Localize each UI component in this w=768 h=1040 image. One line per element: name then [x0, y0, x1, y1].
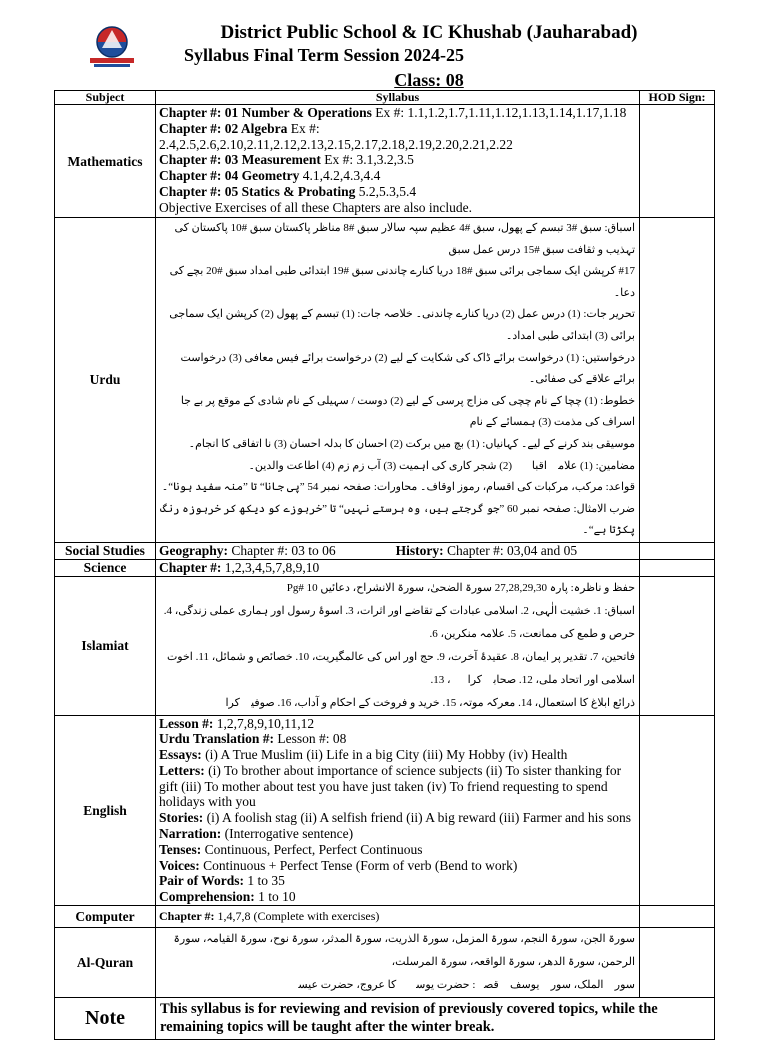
row-note: [55, 998, 715, 1040]
math-ch5-title: Chapter #: 05 Statics & Probating: [159, 183, 356, 199]
syllabus-title: Syllabus Final Term Session 2024-25: [183, 45, 465, 65]
math-ch2-title: Chapter #: 02 Algebra: [159, 120, 288, 136]
math-ch1-title: Chapter #: 01 Number & Operations: [159, 105, 372, 120]
urdu-line: قواعد: مرکب، مرکبات کی اقسام، رموز اوقاف۔ محاورات: صفحہ نمبر 54 ”پی جانا“ تا ”منہ سفید ہونا“۔: [161, 481, 635, 494]
english-tenses-label: Tenses:: [159, 841, 202, 857]
urdu-line: ضرب الامثال: صفحہ نمبر 60 ”جو گرجتے ہیں، وہ برستے نہیں“ تا ”خربوزے کو دیکھ کر خربوزہ رنگ پکڑتا ہے“۔: [160, 502, 635, 537]
subject-mathematics: Mathematics: [55, 105, 156, 218]
row-social-studies: [55, 542, 715, 559]
row-al-quran: [55, 928, 715, 998]
history-label: History:: [395, 542, 444, 558]
social-syllabus: [156, 542, 640, 559]
science-syllabus: [156, 559, 640, 576]
quran-line: سورۃ الملک، سورۃ یوسف۔ قصہ: حضرت یوسفؑ کا عروج، حضرت عیسیٰؑ: [272, 979, 635, 992]
col-hod-sign: HOD Sign:: [640, 91, 715, 105]
table-header-row: [55, 91, 715, 105]
row-english: [55, 715, 715, 906]
english-letters-label: Letters:: [159, 762, 205, 778]
english-voices-value: Continuous + Perfect Tense (Form of verb (Bend to work): [199, 857, 518, 873]
english-translation-value: Lesson #: 08: [274, 731, 347, 747]
row-computer: [55, 906, 715, 928]
school-name: District Public School & IC Khushab (Jauharabad): [220, 22, 638, 43]
urdu-line: اسباق: سبق #3 تبسم کے پھول، سبق #4 عظیم سپہ سالار سبق #8 مناظر پاکستان سبق #10 پاکستان کی تہذیب و ثقافت سبق #15 درس عمل سبق: [174, 222, 635, 256]
hod-sign-cell: [640, 218, 715, 543]
urdu-line: درخواستیں: (1) درخواست برائے ڈاک کی شکایت کے لیے (2) درخواست برائے فیس معافی (3) درخواست برائے علاقے کی صفائی۔: [180, 351, 635, 386]
urdu-line: خطوط: (1) چچا کے نام چچی کی مزاج پرسی کے لیے (2) دوست / سہیلی کے نام شادی کے موقع پر بے جا اسراف کی مذمت (3) ہمسائے کے نام: [180, 394, 635, 429]
hod-sign-cell: [640, 715, 715, 906]
islamiat-syllabus: [156, 576, 640, 715]
hod-sign-cell: [640, 928, 715, 998]
syllabus-table: [54, 90, 715, 1040]
urdu-line: تحریر جات: (1) درس عمل (2) دریا کنارے چاندنی۔ خلاصہ جات: (1) تبسم کے پھول (2) کرپشن ایک سماجی برائی (3) ابتدائی طبی امداد۔: [169, 308, 635, 342]
english-letters-value: (i) To brother about importance of science subjects (ii) To sister thanking for gift (iii) To mother about test you have just taken (iv) To friend requesting to spend holidays with you: [159, 762, 622, 810]
math-syllabus: [156, 105, 640, 218]
islamiat-line: ذرائع ابلاغ کا استعمال، 14. معرکہ موتہ، 15. خرید و فروخت کے احکام و آداب، 16. صوفیہ کرامؒ: [208, 696, 635, 709]
subject-urdu: Urdu: [55, 218, 156, 543]
subject-social-studies: Social Studies: [55, 542, 156, 559]
note-text: This syllabus is for reviewing and revision of previously covered topics, while the remaining topics will be taught after the winter break.: [156, 998, 715, 1040]
urdu-line: مضامین: (1) علامہ اقبالؒ (2) شجر کاری کی اہمیت (3) آب زم زم (4) اطاعت والدین۔: [248, 459, 635, 472]
note-label: Note: [55, 998, 156, 1040]
english-lesson-value: 1,2,7,8,9,10,11,12: [213, 715, 315, 731]
row-science: [55, 559, 715, 576]
row-urdu: [55, 218, 715, 543]
math-ch5-ex: 5.2,5.3,5.4: [355, 183, 417, 199]
row-mathematics: [55, 105, 715, 218]
subject-science: Science: [55, 559, 156, 576]
science-label: Chapter #:: [159, 559, 222, 575]
subject-islamiat: Islamiat: [55, 576, 156, 715]
urdu-line: #17 کرپشن ایک سماجی برائی سبق #18 دریا کنارے چاندنی سبق #19 ابتدائی طبی امداد سبق #20 بچے کی دعا۔: [169, 265, 635, 299]
english-lesson-label: Lesson #:: [159, 715, 214, 731]
history-value: Chapter #: 03,04 and 05: [443, 542, 578, 558]
row-islamiat: [55, 576, 715, 715]
islamiat-line: اسباق: 1. خشیت الٰہی، 2. اسلامی عبادات کے تقاضے اور اثرات، 3. اسوۂ رسول اور ہماری عملی زندگی، 4. حرص و طمع کی ممانعت، 5. علامہ منکرین، 6.: [163, 604, 635, 640]
english-essays-label: Essays:: [159, 747, 202, 763]
english-narration-value: (Interrogative sentence): [221, 826, 354, 842]
english-comprehension-label: Comprehension:: [159, 889, 255, 905]
urdu-syllabus: [156, 218, 640, 543]
english-comprehension-value: 1 to 10: [254, 889, 296, 905]
hod-sign-cell: [640, 576, 715, 715]
math-ch1-ex: Ex #: 1.1,1.2,1.7,1.11,1.12,1.13,1.14,1.17,1.18: [371, 105, 627, 120]
english-essays-value: (i) A True Muslim (ii) Life in a big City (iii) My Hobby (iv) Health: [201, 747, 568, 763]
subject-computer: Computer: [55, 906, 156, 928]
quran-syllabus: [156, 928, 640, 998]
geography-label: Geography:: [159, 542, 228, 558]
hod-sign-cell: [640, 559, 715, 576]
islamiat-line: حفظ و ناظرہ: پارہ 27,28,29,30 سورۃ الضحیٰ، سورۃ الانشراح، دعائیں Pg# 10: [286, 581, 635, 594]
hod-sign-cell: [640, 542, 715, 559]
hod-sign-cell: [640, 105, 715, 218]
math-ch4-ex: 4.1,4.2,4.3,4.4: [299, 168, 381, 184]
urdu-line: موسیقی بند کرنے کے لیے۔ کہانیاں: (1) بچ میں برکت (2) احسان کا بدلہ احسان (3) نا اتفاقی کا انجام۔: [188, 437, 635, 450]
science-value: 1,2,3,4,5,7,8,9,10: [221, 559, 320, 575]
math-ch4-title: Chapter #: 04 Geometry: [159, 168, 300, 184]
math-objective-note: Objective Exercises of all these Chapters are also include.: [159, 199, 473, 215]
computer-syllabus: [156, 906, 640, 928]
english-voices-label: Voices:: [159, 857, 200, 873]
islamiat-line: فاتحین، 7. تقدیر پر ایمان، 8. عقیدۂ آخرت، 9. حج اور اس کی عالمگیریت، 10. خصائص و شمائل، 11. اخوت اسلامی اور اتحاد ملی، 12. صحابہ کرامؓ، 13.: [166, 650, 635, 686]
english-translation-label: Urdu Translation #:: [159, 731, 275, 747]
quran-line: سورۃ الجن، سورۃ النجم، سورۃ المزمل، سورۃ الذریت، سورۃ المدثر، سورۃ نوح، سورۃ القیامہ، سورۃ الرحمن، سورۃ الدھر، سورۃ الواقعہ، سورۃ المرسلت،: [173, 933, 635, 969]
english-stories-label: Stories:: [159, 810, 204, 826]
math-ch3-ex: Ex #: 3.1,3.2,3.5: [320, 152, 414, 168]
hod-sign-cell: [640, 906, 715, 928]
english-pair-label: Pair of Words:: [159, 873, 245, 889]
math-ch2-ex: Ex #:: [287, 120, 320, 136]
english-syllabus: [156, 715, 640, 906]
english-pair-value: 1 to 35: [244, 873, 285, 889]
computer-value: 1,4,7,8 (Complete with exercises): [214, 909, 380, 924]
computer-label: Chapter #:: [159, 909, 215, 924]
english-narration-label: Narration:: [159, 826, 222, 842]
math-ch2-list: 2.4,2.5,2.6,2.10,2.11,2.12,2.13,2.15,2.17,2.18,2.19,2.20,2.21,2.22: [159, 136, 513, 152]
math-ch3-title: Chapter #: 03 Measurement: [159, 152, 321, 168]
geography-value: Chapter #: 03 to 06: [228, 542, 336, 558]
class-title: Class: 08: [394, 70, 464, 90]
english-stories-value: (i) A foolish stag (ii) A selfish friend (ii) A big reward (iii) Farmer and his sons: [203, 810, 632, 826]
col-syllabus: Syllabus: [156, 91, 640, 105]
english-tenses-value: Continuous, Perfect, Perfect Continuous: [201, 841, 423, 857]
subject-english: English: [55, 715, 156, 906]
subject-al-quran: Al-Quran: [55, 928, 156, 998]
col-subject: Subject: [55, 91, 156, 105]
